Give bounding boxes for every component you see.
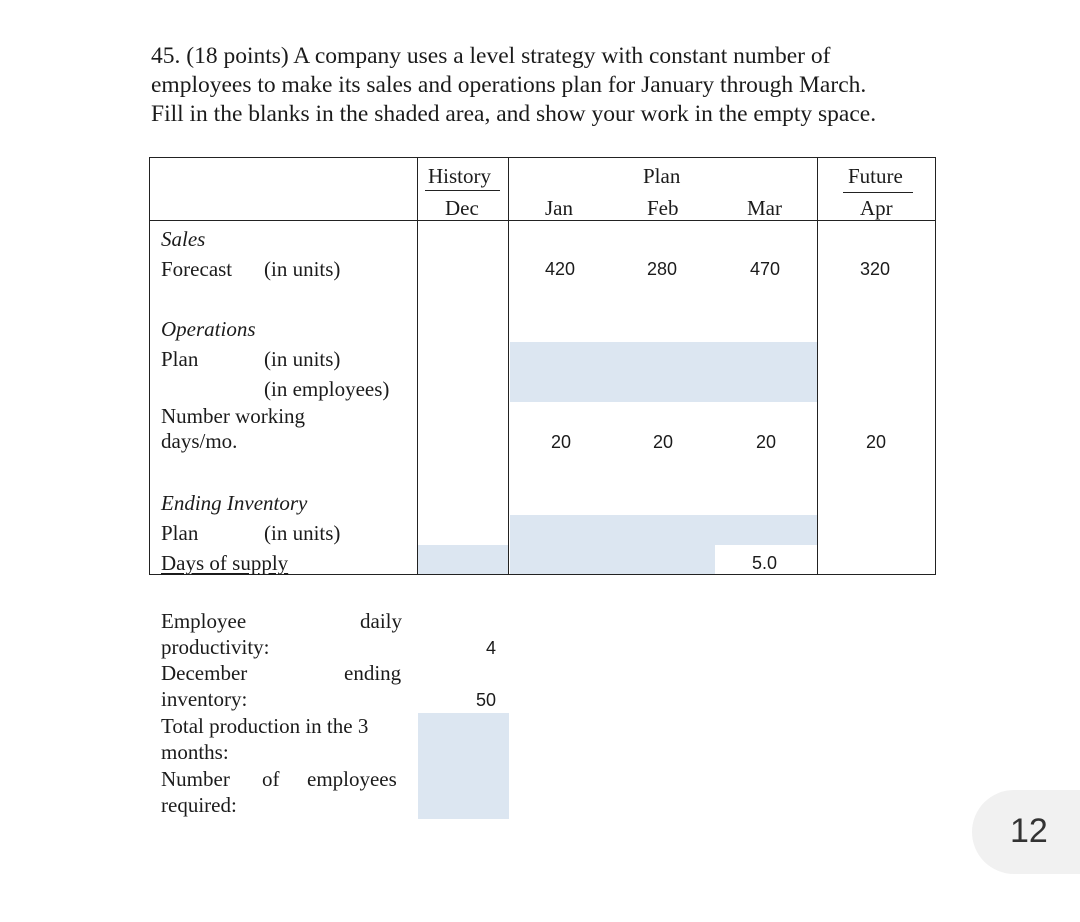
total-production-label-1: Total production in the 3 bbox=[161, 714, 369, 738]
question-text bbox=[151, 42, 951, 129]
ending-inventory-heading: Ending Inventory bbox=[161, 491, 308, 515]
sales-heading: Sales bbox=[161, 227, 206, 251]
header-dec: Dec bbox=[445, 196, 479, 220]
page-number: 12 bbox=[1010, 812, 1048, 850]
header-apr: Apr bbox=[860, 196, 893, 220]
operations-heading: Operations bbox=[161, 317, 256, 341]
sales-forecast-label: Forecast bbox=[161, 257, 233, 281]
employees-required-label-1c: employees bbox=[307, 767, 397, 791]
operations-plan-label: Plan bbox=[161, 347, 199, 371]
working-days-label-1: Number working bbox=[161, 404, 306, 428]
header-jan: Jan bbox=[545, 196, 573, 220]
employees-required-label-1a: Number bbox=[161, 767, 230, 791]
sales-feb-value: 280 bbox=[647, 259, 678, 279]
header-history: History bbox=[428, 164, 491, 188]
dec-inventory-label-1a: December bbox=[161, 661, 248, 685]
dec-inventory-label-2: inventory: bbox=[161, 687, 248, 711]
productivity-label-1a: Employee bbox=[161, 609, 247, 633]
operations-plan-units: (in units) bbox=[264, 347, 341, 371]
total-production-shade[interactable] bbox=[418, 713, 509, 766]
productivity-label-2: productivity: bbox=[161, 635, 270, 659]
header-mar: Mar bbox=[747, 196, 782, 220]
ending-inventory-plan-unit: (in units) bbox=[264, 521, 341, 545]
dec-inventory-value: 50 bbox=[476, 690, 497, 710]
days-of-supply-mar: 5.0 bbox=[752, 553, 778, 573]
sales-mar-value: 470 bbox=[750, 259, 781, 279]
question-line-3: Fill in the blanks in the shaded area, and show your work in the empty space. bbox=[151, 101, 877, 127]
dec-inventory-label-1b: ending bbox=[344, 661, 402, 685]
days-of-supply-label: Days of supply bbox=[161, 551, 289, 575]
working-days-label-2: days/mo. bbox=[161, 429, 238, 453]
header-future: Future bbox=[848, 164, 903, 188]
sales-jan-value: 420 bbox=[545, 259, 576, 279]
history-underline bbox=[425, 190, 500, 191]
total-production-label-2: months: bbox=[161, 740, 229, 764]
working-days-apr: 20 bbox=[866, 432, 887, 452]
productivity-label-1b: daily bbox=[360, 609, 402, 633]
working-days-jan: 20 bbox=[551, 432, 572, 452]
header-plan: Plan bbox=[643, 164, 681, 188]
working-days-feb: 20 bbox=[653, 432, 674, 452]
question-line-1: 45. (18 points) A company uses a level strategy with constant number of bbox=[151, 43, 831, 69]
productivity-value: 4 bbox=[486, 638, 497, 658]
sales-apr-value: 320 bbox=[860, 259, 891, 279]
sales-forecast-unit: (in units) bbox=[264, 257, 341, 281]
employees-required-label-1b: of bbox=[262, 767, 280, 791]
ending-inventory-plan-label: Plan bbox=[161, 521, 199, 545]
working-days-mar: 20 bbox=[756, 432, 777, 452]
future-underline bbox=[843, 192, 913, 193]
header-feb: Feb bbox=[647, 196, 679, 220]
table-header-divider bbox=[149, 220, 936, 221]
employees-required-shade[interactable] bbox=[418, 766, 509, 819]
employees-required-label-2: required: bbox=[161, 793, 237, 817]
operations-plan-employees: (in employees) bbox=[264, 377, 390, 401]
question-line-2: employees to make its sales and operations plan for January through March. bbox=[151, 72, 867, 98]
